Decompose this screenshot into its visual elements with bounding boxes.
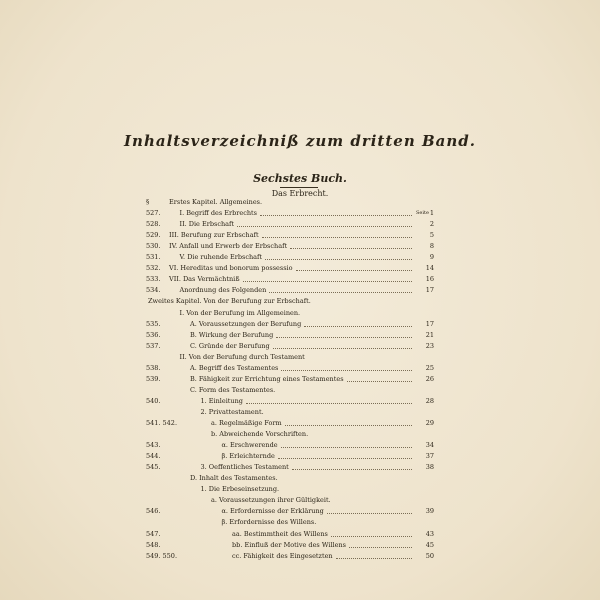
entry-title: II. Die Erbschaft [179, 220, 235, 229]
entry-title: Erstes Kapitel. Allgemeines. [169, 198, 263, 206]
entry-title: I. Von der Berufung im Allgemeinen. [179, 308, 301, 317]
page-number: 29 [425, 419, 434, 427]
entry-title: I. Begriff des Erbrechts [179, 209, 258, 218]
entry-title: 1. Die Erbeseinsetzung. [200, 485, 280, 494]
entry-title: 2. Privattestament. [200, 407, 264, 416]
toc-row [0, 285, 600, 295]
page-number: 43 [425, 529, 434, 538]
toc-row [0, 484, 600, 494]
section-number: 539. [146, 374, 161, 383]
leader-dots [262, 237, 412, 238]
toc-row [0, 208, 600, 218]
section-number: 546. [146, 507, 161, 516]
section-number: 541. 542. [146, 419, 178, 427]
toc-row [0, 462, 600, 472]
section-number: 548. [146, 540, 161, 549]
entry-title: Zweites Kapitel. Von der Berufung zur Erbschaft. [148, 297, 311, 306]
entry-title: α. Erfordernisse der Erklärung [221, 507, 324, 516]
entry-title: cc. Fähigkeit des Eingesetzten [232, 551, 333, 560]
section-number: 536. [146, 330, 161, 339]
page-number: 21 [425, 330, 434, 339]
toc-row [0, 396, 600, 406]
leader-dots [281, 447, 412, 448]
page-number: 16 [425, 275, 434, 284]
toc-row [0, 517, 600, 527]
section-number: 538. [146, 363, 161, 372]
entry-title: bb. Einfluß der Motive des Willens [232, 540, 347, 549]
entry-title: B. Wirkung der Berufung [190, 330, 274, 339]
book-heading: Sechstes Buch. [253, 172, 347, 185]
entry-title: a. Voraussetzungen ihrer Gültigkeit. [211, 496, 331, 505]
toc-row [0, 529, 600, 539]
page-number: 28 [425, 396, 434, 405]
toc-row [0, 429, 600, 439]
page-number: 26 [425, 374, 434, 383]
section-number: 544. [146, 452, 161, 461]
page-number: 9 [429, 253, 434, 262]
page-number: 34 [425, 441, 434, 450]
section-number: 532. [146, 264, 161, 273]
page-number: 23 [425, 341, 434, 350]
toc-row [0, 197, 600, 207]
section-number: 547. [146, 529, 161, 538]
section-number: 545. [146, 463, 161, 472]
section-number: 531. [146, 253, 161, 262]
entry-title: B. Fähigkeit zur Errichtung eines Testamentes [190, 374, 344, 383]
toc-row [0, 363, 600, 373]
entry-title: III. Berufung zur Erbschaft [169, 231, 259, 240]
toc-row [0, 451, 600, 461]
section-number: 528. [146, 220, 161, 229]
toc-row [0, 506, 600, 516]
entry-title: a. Regelmäßige Form [211, 419, 282, 427]
entry-title: A. Voraussetzungen der Berufung [190, 319, 302, 328]
toc-row [0, 263, 600, 273]
leader-dots [296, 270, 412, 271]
entry-title: b. Abweichende Vorschriften. [211, 430, 309, 439]
toc-row [0, 230, 600, 240]
section-number: 540. [146, 396, 161, 405]
page-number: 5 [429, 231, 434, 240]
toc-row [0, 551, 600, 561]
page-number: 1 [429, 209, 434, 218]
entry-title: VI. Hereditas und bonorum possessio [169, 264, 293, 273]
entry-title: Anordnung des Folgenden [179, 286, 267, 295]
entry-title: 1. Einleitung [200, 396, 243, 405]
leader-dots [246, 403, 412, 404]
section-number: 534. [146, 286, 161, 295]
toc-row [0, 296, 600, 306]
toc-row [0, 418, 600, 428]
entry-title: A. Begriff des Testamentes [190, 363, 279, 372]
page-number: 25 [425, 363, 434, 372]
toc-row [0, 219, 600, 229]
leader-dots [292, 469, 412, 470]
toc-row [0, 407, 600, 417]
entry-title: α. Erschwerende [221, 441, 278, 450]
leader-dots [273, 348, 412, 349]
section-number: 527. [146, 209, 161, 218]
toc-row [0, 473, 600, 483]
page-number: 50 [425, 551, 434, 560]
page-number: 8 [429, 242, 434, 251]
section-number: 529. [146, 231, 161, 240]
page-number: 37 [425, 452, 434, 461]
toc-row [0, 385, 600, 395]
leader-dots [281, 370, 412, 371]
page-number: 39 [425, 507, 434, 516]
page-number: 2 [429, 220, 434, 229]
section-number: 549. 550. [146, 551, 178, 560]
leader-dots [276, 337, 412, 338]
page-number: 45 [425, 540, 434, 549]
entry-title: IV. Anfall und Erwerb der Erbschaft [169, 242, 288, 251]
toc-row [0, 308, 600, 318]
book-subheading: Das Erbrecht. [271, 189, 329, 198]
toc-row [0, 274, 600, 284]
toc-row [0, 341, 600, 351]
toc-row [0, 330, 600, 340]
toc-row [0, 540, 600, 550]
page-number: 17 [425, 319, 434, 328]
entry-title: V. Die ruhende Erbschaft [179, 253, 263, 262]
page-number: 17 [425, 286, 434, 295]
entry-title: II. Von der Berufung durch Testament [179, 352, 305, 361]
leader-dots [285, 425, 412, 426]
entry-title: β. Erfordernisse des Willens. [221, 518, 317, 527]
leader-dots [237, 226, 412, 227]
entry-title: VII. Das Vermächtniß [169, 275, 240, 284]
leader-dots [269, 292, 412, 293]
section-number: 535. [146, 319, 161, 328]
entry-title: C. Form des Testamentes. [190, 385, 276, 394]
page-column-label: Seite [416, 210, 429, 216]
toc-row [0, 319, 600, 329]
toc-row [0, 374, 600, 384]
toc-row [0, 252, 600, 262]
entry-title: β. Erleichternde [221, 452, 275, 461]
section-number: 533. [146, 275, 161, 284]
leader-dots [278, 458, 412, 459]
toc-row [0, 440, 600, 450]
leader-dots [265, 259, 412, 260]
section-number: § [146, 198, 150, 206]
entry-title: C. Gründe der Berufung [190, 341, 270, 350]
heading-divider [280, 187, 318, 188]
page-title: Inhaltsverzeichniß zum dritten Band. [124, 132, 476, 150]
leader-dots [304, 326, 412, 327]
section-number: 537. [146, 341, 161, 350]
leader-dots [243, 281, 412, 282]
leader-dots [260, 215, 412, 216]
page-number: 14 [425, 264, 434, 273]
leader-dots [290, 248, 412, 249]
toc-row [0, 495, 600, 505]
toc-row [0, 241, 600, 251]
entry-title: 3. Oeffentliches Testament [200, 463, 289, 472]
entry-title: aa. Bestimmtheit des Willens [232, 529, 328, 538]
toc-row [0, 352, 600, 362]
section-number: 543. [146, 441, 161, 450]
section-number: 530. [146, 242, 161, 251]
entry-title: D. Inhalt des Testamentes. [190, 474, 278, 483]
page-number: 38 [425, 463, 434, 472]
